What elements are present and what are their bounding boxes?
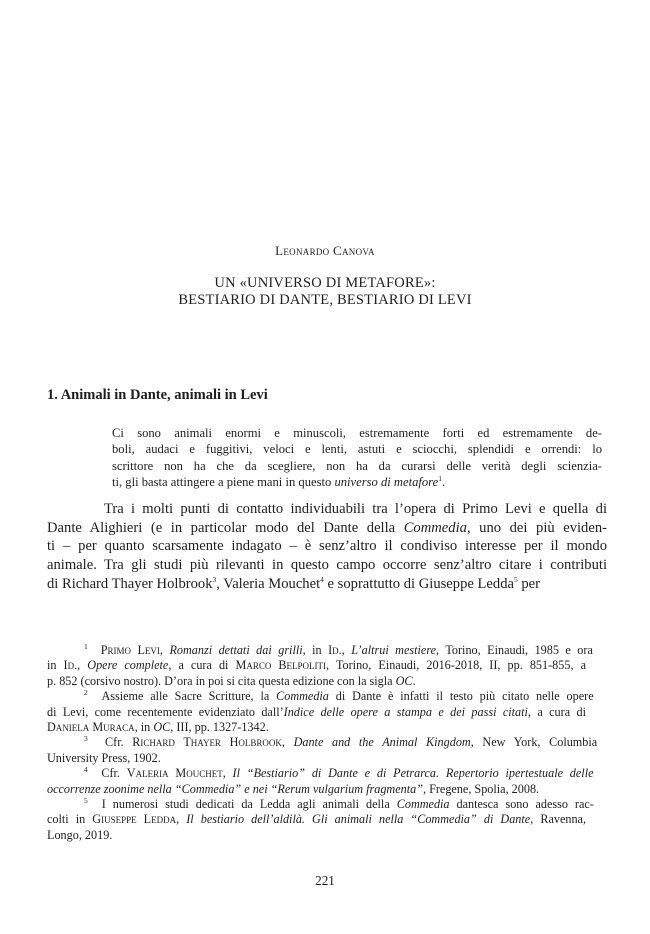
body-line [47, 556, 607, 575]
body-line [47, 575, 607, 594]
body-paragraph [47, 500, 607, 594]
chapter-title-line-2: BESTIARIO DI DANTE, BESTIARIO DI LEVI [178, 292, 472, 308]
body-text: e soprattutto di Giuseppe Ledda [323, 575, 514, 592]
footnote-italic: Opere complete [87, 658, 169, 673]
footnote-text: , New York, Columbia [470, 735, 598, 750]
footnote-text: , a cura di [527, 704, 586, 719]
footnote-text: Longo, 2019. [47, 827, 113, 842]
chapter-title [0, 275, 650, 309]
footnote-line [47, 828, 586, 843]
body-text: ti – per quanto scarsamente indagato – è senz’altro il condiviso interesse per il mondo [47, 538, 607, 555]
footnote-text: , [281, 735, 294, 750]
footnote-author: Primo Levi [100, 643, 160, 657]
footnote-text: colti in [47, 812, 93, 827]
footnote-line [47, 751, 586, 766]
epigraph-line [112, 474, 602, 490]
footnote-ref[interactable]: 1 [438, 474, 442, 484]
footnote-line [47, 705, 586, 720]
footnote-line [47, 782, 586, 797]
footnote-4 [47, 765, 594, 781]
footnote-text: , Torino, Einaudi, 2016-2018, II, pp. 851-855, a [326, 658, 586, 673]
footnote-italic: Romanzi dettati dai grilli [169, 643, 303, 657]
footnote-italic: Commedia [396, 797, 450, 812]
body-line [47, 519, 607, 538]
footnote-text: University Press, 1902. [47, 750, 161, 765]
body-line [47, 500, 607, 519]
footnote-text: , Fregene, Spolia, 2008. [422, 781, 540, 796]
epigraph-line [112, 425, 602, 441]
footnote-italic: occorrenze zoonime nella “Commedia” e nei “Rerum vulgarium fragmenta” [47, 781, 423, 796]
body-text: Dante Alighieri (e in particolar modo del Dante della [47, 519, 404, 536]
footnote-number: 1 [84, 641, 88, 651]
chapter-title-line-1: UN «UNIVERSO DI METAFORE»: [214, 275, 436, 291]
footnote-text: Cfr. [105, 735, 133, 750]
footnote-text: , Torino, Einaudi, 1985 e ora [436, 643, 593, 657]
body-text: per [517, 575, 541, 592]
footnote-ref[interactable]: 5 [513, 574, 518, 584]
epigraph-text: Ci sono animali enormi e minuscoli, estremamente forti ed estremamente de- [112, 426, 602, 440]
epigraph-text: . [441, 475, 446, 490]
footnote-author: Richard Thayer Holbrook [132, 735, 282, 750]
footnote-ref[interactable]: 4 [320, 574, 324, 584]
footnote-ref[interactable]: 3 [212, 574, 217, 584]
footnote-text: . [412, 673, 416, 688]
footnote-text: , a cura di [168, 658, 236, 673]
footnote-author: Marco Belpoliti [235, 658, 327, 673]
footnote-text: I numerosi studi dedicati da Ledda agli animali della [101, 797, 397, 812]
footnote-italic: Commedia [276, 689, 329, 704]
footnote-italic: Il “Bestiario” di Dante e di Petrarca. Repertorio ipertestuale delle [232, 766, 594, 781]
footnote-number: 4 [84, 765, 88, 775]
body-italic: Commedia [403, 519, 467, 536]
body-text: di Richard Thayer Holbrook [47, 575, 213, 592]
footnote-text: , [222, 766, 233, 781]
footnote-number: 5 [84, 796, 88, 805]
epigraph-text: boli, audaci e fuggitivi, veloci e lenti, astuti e sciocchi, splendidi e orrendi: lo [112, 442, 602, 457]
epigraph [112, 425, 602, 491]
footnote-text: dantesca sono adesso rac- [449, 797, 594, 812]
epigraph-italic: universo di metafore [334, 475, 439, 490]
body-line [47, 537, 607, 556]
footnote-text: di Levi, come recentemente evidenziato dall’ [47, 704, 284, 719]
footnote-author: Daniela Muraca [47, 720, 135, 735]
footnote-5 [47, 796, 594, 812]
body-text: , Valeria Mouchet [216, 575, 321, 592]
footnote-text: di Dante è infatti il testo più citato nelle opere [328, 689, 594, 704]
footnote-2 [47, 688, 594, 704]
footnote-text: Cfr. [101, 766, 127, 781]
footnote-text: , [176, 812, 187, 827]
section-heading: 1. Animali in Dante, animali in Levi [47, 387, 268, 403]
footnote-text: , [77, 658, 88, 673]
footnote-text: p. 852 (corsivo nostro). D’ora in poi si cita questa edizione con la sigla [47, 673, 396, 688]
footnote-line [47, 674, 586, 689]
body-text: animale. Tra gli studi più rilevanti in questo campo occorre senz’altro citare i contributi [47, 557, 607, 574]
footnote-text: , in [302, 643, 329, 657]
footnote-italic: OC [153, 720, 171, 735]
footnote-text: in [47, 658, 64, 673]
epigraph-line [112, 441, 602, 457]
footnote-author: Giuseppe Ledda [92, 812, 177, 827]
epigraph-text: ti, gli basta attingere a piene mani in questo [112, 475, 335, 490]
footnote-author: Id. [328, 643, 342, 657]
footnote-text: Assieme alle Sacre Scritture, la [101, 689, 277, 704]
footnote-italic: L’altrui mestiere [351, 643, 437, 657]
footnote-number: 2 [84, 688, 88, 698]
footnote-text: , in [134, 720, 154, 735]
footnote-3 [47, 734, 598, 750]
footnote-number: 3 [84, 734, 88, 744]
footnotes [47, 641, 598, 843]
footnote-text: , III, pp. 1327-1342. [170, 720, 269, 735]
footnote-italic: Il bestiario dell’aldilà. Gli animali nella “Commedia” di Dante [186, 812, 531, 827]
epigraph-text: scrittore non ha che da scegliere, non ha da curarsi delle verità degli scienzia- [112, 458, 602, 473]
footnote-italic: OC [395, 673, 413, 688]
footnote-line [47, 812, 586, 827]
footnote-author: Id. [63, 658, 78, 673]
page-number: 221 [315, 873, 335, 888]
footnote-italic: Dante and the Animal Kingdom [293, 735, 471, 750]
body-text: Tra i molti punti di contatto individuabili tra l’opera di Primo Levi e quella di [104, 501, 607, 517]
footnote-line [47, 658, 586, 673]
footnote-text: , [341, 643, 352, 657]
author-name: Leonardo Canova [275, 243, 375, 258]
footnote-text: , [159, 643, 170, 657]
epigraph-line [112, 458, 602, 474]
footnote-text: , Ravenna, [530, 812, 587, 827]
footnote-line [47, 720, 586, 735]
footnote-author: Valeria Mouchet [126, 766, 223, 781]
footnote-italic: Indice delle opere a stampa e dei passi citati [283, 704, 528, 719]
body-text: , uno dei più eviden- [466, 519, 607, 536]
footnote-1 [47, 641, 593, 658]
